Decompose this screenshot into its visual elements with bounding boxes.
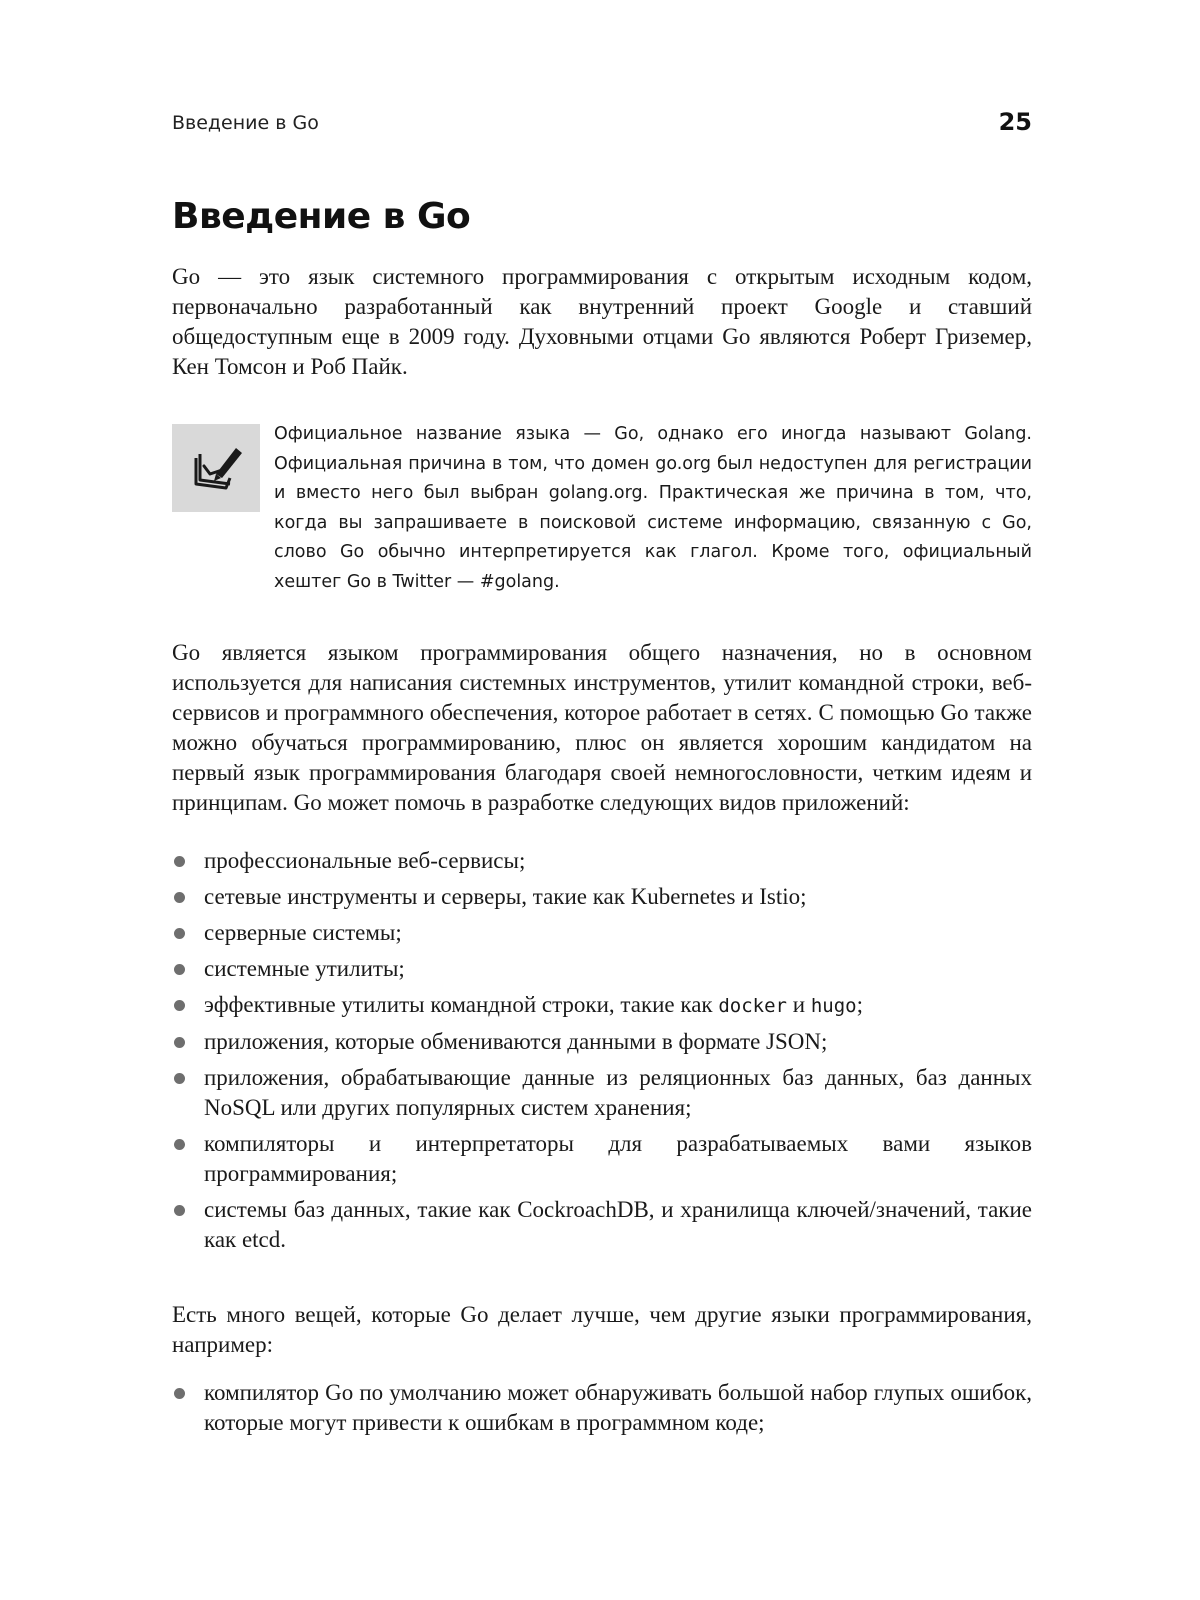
advantages-list (172, 1378, 1032, 1444)
bullet-icon (174, 1205, 185, 1216)
bullet-icon (174, 1388, 185, 1399)
intro-paragraph: Go — это язык системного программирования с открытым исходным кодом, первоначально разработанный как внутренний проект Google и ставший общедоступным еще в 2009 году. Духовными отцами Go являются Роберт Гриземер, Кен Томсон и Роб Пайк. (172, 264, 1032, 379)
list-item: серверные системы; (172, 918, 1032, 948)
note-box (172, 420, 1032, 595)
list-item: системные утилиты; (172, 954, 1032, 984)
bullet-icon (174, 964, 185, 975)
list-item: системы баз данных, такие как CockroachDB, и хранилища ключей/значений, такие как etcd. (172, 1195, 1032, 1255)
list-item: эффективные утилиты командной строки, такие как docker и hugo; (172, 990, 1032, 1021)
third-paragraph-block (172, 1300, 1032, 1360)
code-hugo: hugo (810, 995, 857, 1017)
code-docker: docker (718, 995, 787, 1017)
bullet-icon (174, 1139, 185, 1150)
note-text: Официальное название языка — Go, однако его иногда называют Golang. Официальная причина в том, что домен go.org был недоступен для регистрации и вместо него был выбран golang.org. Практическая же причина в том, что, когда вы запрашиваете в поисковой системе информацию, связанную с Go, слово Go обычно интерпретируется как глагол. Кроме того, официальный хештег Go в Twitter — #golang. (274, 424, 1032, 592)
bullet-icon (174, 1000, 185, 1011)
bullet-icon (174, 928, 185, 939)
bullet-icon (174, 856, 185, 867)
second-paragraph-block (172, 638, 1032, 818)
list-item: профессиональные веб-сервисы; (172, 846, 1032, 876)
intro-paragraph-block (172, 262, 1032, 382)
bullet-icon (174, 1037, 185, 1048)
list-item: приложения, которые обмениваются данными в формате JSON; (172, 1027, 1032, 1057)
second-paragraph: Go является языком программирования общего назначения, но в основном используется для написания системных инструментов, утилит командной строки, веб-сервисов и программного обеспечения, которое работает в сетях. С помощью Go также можно обучаться программированию, плюс он является хорошим кандидатом на первый язык программирования благодаря своей немногословности, четким идеям и принципам. Go может помочь в разработке следующих видов приложений: (172, 640, 1032, 815)
running-header (172, 108, 1032, 142)
chapter-title: Введение в Go (172, 196, 471, 237)
pen-note-icon (172, 424, 260, 512)
third-paragraph: Есть много вещей, которые Go делает лучше, чем другие языки программирования, например: (172, 1302, 1032, 1357)
page-number: 25 (998, 108, 1032, 136)
list-item: сетевые инструменты и серверы, такие как Kubernetes и Istio; (172, 882, 1032, 912)
bullet-icon (174, 892, 185, 903)
list-item: приложения, обрабатывающие данные из реляционных баз данных, баз данных NoSQL или других популярных систем хранения; (172, 1063, 1032, 1123)
running-title: Введение в Go (172, 112, 319, 134)
list-item: компиляторы и интерпретаторы для разрабатываемых вами языков программирования; (172, 1129, 1032, 1189)
list-item: компилятор Go по умолчанию может обнаруживать большой набор глупых ошибок, которые могут привести к ошибкам в программном коде; (172, 1378, 1032, 1438)
applications-list (172, 846, 1032, 1261)
bullet-icon (174, 1073, 185, 1084)
